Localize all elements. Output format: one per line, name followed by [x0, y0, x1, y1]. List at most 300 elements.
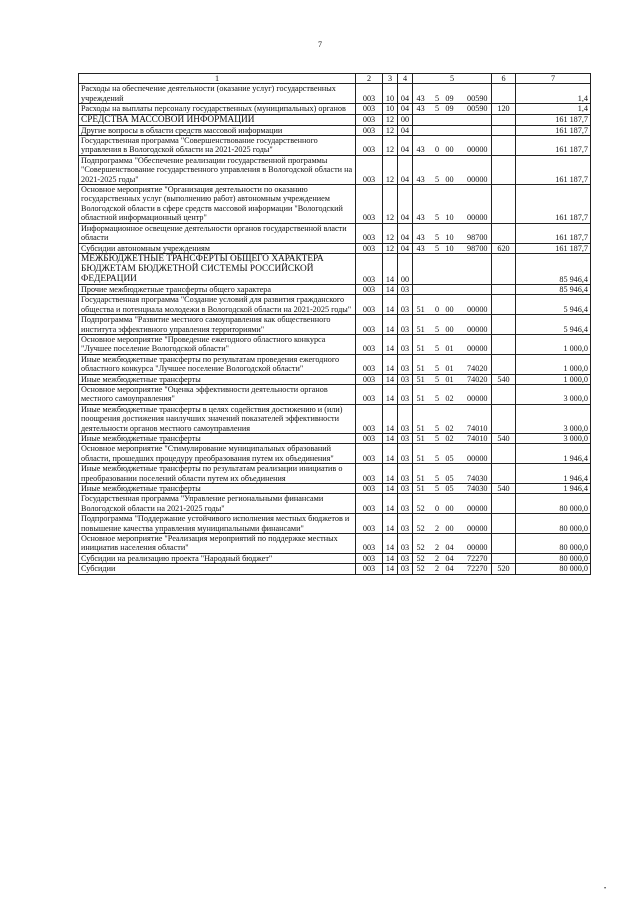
csr-part: 00 — [445, 324, 454, 334]
row-name: Государственная программа "Управление региональными финансами Вологодской области на 2021-2025 годы" — [79, 494, 356, 514]
csr-part: 00000 — [467, 324, 488, 334]
row-name: Расходы на обеспечение деятельности (оказание услуг) государственных учреждений — [79, 84, 356, 104]
csr-part: 00 — [445, 304, 454, 314]
csr-part: 43 — [416, 174, 425, 184]
row-vr: 620 — [492, 243, 516, 253]
row-sum: 85 946,4 — [516, 284, 591, 294]
row-name: Другие вопросы в области средств массовой информации — [79, 125, 356, 135]
row-sum: 80 000,0 — [516, 553, 591, 563]
row-vr — [492, 253, 516, 284]
csr-part: 04 — [445, 553, 454, 563]
row-pr: 00 — [398, 253, 413, 284]
row-name: Основное мероприятие "Реализация мероприятий по поддержке местных инициатив населения области" — [79, 534, 356, 554]
row-name: Основное мероприятие "Стимулирование муниципальных образований области, прошедших процедуру преобразования путем их объединения" — [79, 444, 356, 464]
row-csr — [413, 185, 492, 224]
row-rz: 14 — [383, 284, 398, 294]
row-sum: 1,4 — [516, 84, 591, 104]
row-name: Иные межбюджетные трансферты — [79, 374, 356, 384]
csr-part: 5 — [434, 394, 440, 404]
csr-part: 10 — [445, 243, 454, 253]
row-rz: 14 — [383, 434, 398, 444]
csr-part: 51 — [416, 394, 425, 404]
row-vr — [492, 223, 516, 243]
row-csr — [413, 444, 492, 464]
header-row — [79, 74, 591, 84]
csr-part: 00590 — [467, 93, 488, 103]
row-pr: 03 — [398, 295, 413, 315]
header-cell: 7 — [516, 74, 591, 84]
row-vr — [492, 155, 516, 184]
csr-part: 05 — [445, 473, 454, 483]
row-rz: 14 — [383, 334, 398, 354]
csr-part: 51 — [416, 473, 425, 483]
row-rz: 12 — [383, 223, 398, 243]
table-row — [79, 484, 591, 494]
row-csr — [413, 404, 492, 433]
row-name: Субсидии автономным учреждениям — [79, 243, 356, 253]
row-sum: 80 000,0 — [516, 514, 591, 534]
row-name: Прочие межбюджетные трансферты общего характера — [79, 284, 356, 294]
row-gr: 003 — [356, 484, 383, 494]
row-csr — [413, 374, 492, 384]
row-rz: 14 — [383, 534, 398, 554]
csr-part: 51 — [416, 484, 425, 494]
row-rz: 14 — [383, 374, 398, 384]
table-row — [79, 114, 591, 125]
row-sum: 3 000,0 — [516, 384, 591, 404]
row-vr — [492, 464, 516, 484]
row-sum: 3 000,0 — [516, 434, 591, 444]
row-sum: 1 000,0 — [516, 354, 591, 374]
row-csr — [413, 284, 492, 294]
row-gr: 003 — [356, 534, 383, 554]
row-name: Иные межбюджетные трансферты в целях содействия достижению и (или) поощрения достижения наилучших значений показателей эффективности деятельности органов местного самоуправления — [79, 404, 356, 433]
row-name: Государственная программа "Создание условий для развития гражданского общества и потенциала молодежи в Вологодской области на 2021-2025 годы" — [79, 295, 356, 315]
row-vr — [492, 404, 516, 433]
row-pr: 03 — [398, 315, 413, 335]
table-row — [79, 243, 591, 253]
row-gr: 003 — [356, 155, 383, 184]
row-sum: 80 000,0 — [516, 494, 591, 514]
csr-part: 5 — [434, 324, 440, 334]
row-name: Иные межбюджетные трансферты по результатам проведения ежегодного областного конкурса "Лучшее поселение Вологодской области" — [79, 354, 356, 374]
row-sum: 3 000,0 — [516, 404, 591, 433]
csr-part: 43 — [416, 243, 425, 253]
row-sum: 161 187,7 — [516, 243, 591, 253]
row-sum: 161 187,7 — [516, 125, 591, 135]
row-gr: 003 — [356, 404, 383, 433]
row-gr: 003 — [356, 514, 383, 534]
row-gr: 003 — [356, 315, 383, 335]
row-sum: 5 946,4 — [516, 295, 591, 315]
row-csr — [413, 484, 492, 494]
csr-part: 51 — [416, 364, 425, 374]
row-pr: 04 — [398, 125, 413, 135]
row-sum: 85 946,4 — [516, 253, 591, 284]
row-rz: 12 — [383, 243, 398, 253]
row-rz: 14 — [383, 253, 398, 284]
table-row — [79, 104, 591, 114]
row-csr — [413, 223, 492, 243]
csr-part: 5 — [434, 233, 440, 243]
csr-part: 00 — [445, 174, 454, 184]
row-pr: 04 — [398, 84, 413, 104]
csr-part: 51 — [416, 434, 425, 443]
row-rz: 14 — [383, 484, 398, 494]
row-rz: 12 — [383, 136, 398, 156]
csr-part: 5 — [434, 434, 440, 443]
row-rz: 14 — [383, 514, 398, 534]
row-name: МЕЖБЮДЖЕТНЫЕ ТРАНСФЕРТЫ ОБЩЕГО ХАРАКТЕРА БЮДЖЕТАМ БЮДЖЕТНОЙ СИСТЕМЫ РОССИЙСКОЙ ФЕДЕРАЦИИ — [79, 253, 356, 284]
row-csr — [413, 564, 492, 574]
table-row — [79, 334, 591, 354]
csr-part: 5 — [434, 484, 440, 494]
row-csr — [413, 464, 492, 484]
csr-part: 43 — [416, 145, 425, 155]
csr-part: 51 — [416, 374, 425, 384]
csr-part: 98700 — [467, 233, 488, 243]
table-row — [79, 494, 591, 514]
csr-part: 0 — [434, 145, 440, 155]
row-vr — [492, 514, 516, 534]
row-csr — [413, 354, 492, 374]
csr-part: 2 — [434, 543, 440, 553]
csr-part: 51 — [416, 324, 425, 334]
csr-part: 74010 — [467, 434, 488, 443]
row-vr — [492, 185, 516, 224]
row-name: Расходы на выплаты персоналу государственных (муниципальных) органов — [79, 104, 356, 114]
row-csr — [413, 315, 492, 335]
row-rz: 14 — [383, 494, 398, 514]
csr-part: 5 — [434, 374, 440, 384]
row-gr: 003 — [356, 223, 383, 243]
row-vr — [492, 295, 516, 315]
row-name: Основное мероприятие "Оценка эффективности деятельности органов местного самоуправления" — [79, 384, 356, 404]
csr-part: 00 — [445, 523, 454, 533]
csr-part: 51 — [416, 344, 425, 354]
row-rz: 14 — [383, 464, 398, 484]
csr-part: 5 — [434, 453, 440, 463]
row-rz: 12 — [383, 125, 398, 135]
row-name: Основное мероприятие "Организация деятельности по оказанию государственных услуг (выполнению работ) автономным учреждением Вологодской области в сфере средств массовой информации "Вологодский областной информационный центр" — [79, 185, 356, 224]
row-rz: 12 — [383, 155, 398, 184]
csr-part: 5 — [434, 473, 440, 483]
row-vr — [492, 384, 516, 404]
row-vr — [492, 444, 516, 464]
row-pr: 03 — [398, 384, 413, 404]
row-pr: 00 — [398, 114, 413, 125]
row-csr — [413, 384, 492, 404]
row-sum: 80 000,0 — [516, 564, 591, 574]
table-row — [79, 514, 591, 534]
row-sum: 1 946,4 — [516, 464, 591, 484]
row-pr: 03 — [398, 564, 413, 574]
row-gr: 003 — [356, 136, 383, 156]
csr-part: 01 — [445, 374, 454, 384]
row-pr: 03 — [398, 484, 413, 494]
header-cell: 6 — [492, 74, 516, 84]
row-rz: 12 — [383, 185, 398, 224]
row-vr — [492, 125, 516, 135]
row-sum: 1,4 — [516, 104, 591, 114]
row-sum: 5 946,4 — [516, 315, 591, 335]
row-rz: 14 — [383, 564, 398, 574]
row-csr — [413, 434, 492, 444]
table-row — [79, 553, 591, 563]
row-name: Подпрограмма "Обеспечение реализации государственной программы "Совершенствование государственного управления в Вологодской области на 2021-2025 годы" — [79, 155, 356, 184]
row-vr — [492, 114, 516, 125]
row-name: Субсидии на реализацию проекта "Народный бюджет" — [79, 553, 356, 563]
row-vr — [492, 534, 516, 554]
csr-part: 43 — [416, 213, 425, 223]
table-row — [79, 125, 591, 135]
csr-part: 01 — [445, 364, 454, 374]
table-row — [79, 253, 591, 284]
row-csr — [413, 534, 492, 554]
csr-part: 74030 — [467, 484, 488, 494]
row-rz: 14 — [383, 384, 398, 404]
row-vr — [492, 494, 516, 514]
row-gr: 003 — [356, 564, 383, 574]
row-name: Субсидии — [79, 564, 356, 574]
csr-part: 00000 — [467, 394, 488, 404]
csr-part: 02 — [445, 423, 454, 433]
row-vr — [492, 315, 516, 335]
csr-part: 2 — [434, 523, 440, 533]
row-pr: 03 — [398, 444, 413, 464]
row-sum: 1 000,0 — [516, 374, 591, 384]
row-name: Государственная программа "Совершенствование государственного управления в Вологодской области на 2021-2025 годы" — [79, 136, 356, 156]
row-gr: 003 — [356, 384, 383, 404]
csr-part: 52 — [416, 523, 425, 533]
csr-part: 00000 — [467, 213, 488, 223]
csr-part: 0 — [434, 503, 440, 513]
csr-part: 74020 — [467, 364, 488, 374]
csr-part: 00000 — [467, 453, 488, 463]
row-rz: 10 — [383, 104, 398, 114]
row-vr: 540 — [492, 434, 516, 444]
row-gr: 003 — [356, 104, 383, 114]
csr-part: 05 — [445, 453, 454, 463]
header-cell: 1 — [79, 74, 356, 84]
csr-part: 00590 — [467, 104, 488, 114]
row-pr: 04 — [398, 243, 413, 253]
row-pr: 03 — [398, 404, 413, 433]
row-sum: 1 946,4 — [516, 484, 591, 494]
row-sum: 161 187,7 — [516, 223, 591, 243]
csr-part: 51 — [416, 453, 425, 463]
row-pr: 04 — [398, 155, 413, 184]
row-vr: 540 — [492, 374, 516, 384]
table-row — [79, 384, 591, 404]
csr-part: 72270 — [467, 564, 488, 574]
csr-part: 74020 — [467, 374, 488, 384]
row-pr: 04 — [398, 104, 413, 114]
csr-part: 43 — [416, 233, 425, 243]
table-row — [79, 136, 591, 156]
row-vr: 120 — [492, 104, 516, 114]
row-vr — [492, 136, 516, 156]
row-name: Подпрограмма "Развитие местного самоуправления как общественного института эффективного управления территориями" — [79, 315, 356, 335]
row-pr: 03 — [398, 334, 413, 354]
csr-part: 51 — [416, 423, 425, 433]
csr-part: 00000 — [467, 344, 488, 354]
csr-part: 00000 — [467, 304, 488, 314]
table-row — [79, 155, 591, 184]
row-gr: 003 — [356, 125, 383, 135]
row-pr: 03 — [398, 374, 413, 384]
row-csr — [413, 155, 492, 184]
table-row — [79, 354, 591, 374]
row-pr: 04 — [398, 136, 413, 156]
csr-part: 5 — [434, 174, 440, 184]
csr-part: 10 — [445, 233, 454, 243]
row-pr: 03 — [398, 553, 413, 563]
csr-part: 5 — [434, 423, 440, 433]
table-row — [79, 223, 591, 243]
row-pr: 03 — [398, 434, 413, 444]
row-name: Информационное освещение деятельности органов государственной власти области — [79, 223, 356, 243]
table-row — [79, 434, 591, 444]
row-csr — [413, 136, 492, 156]
row-gr: 003 — [356, 434, 383, 444]
table-row — [79, 564, 591, 574]
csr-part: 5 — [434, 243, 440, 253]
csr-part: 01 — [445, 344, 454, 354]
row-vr — [492, 284, 516, 294]
csr-part: 5 — [434, 213, 440, 223]
header-cell: 4 — [398, 74, 413, 84]
row-sum: 1 946,4 — [516, 444, 591, 464]
csr-part: 04 — [445, 543, 454, 553]
row-csr — [413, 494, 492, 514]
row-gr: 003 — [356, 334, 383, 354]
row-pr: 03 — [398, 354, 413, 374]
table-row — [79, 374, 591, 384]
csr-part: 72270 — [467, 553, 488, 563]
table-row — [79, 315, 591, 335]
csr-part: 5 — [434, 93, 440, 103]
row-sum: 161 187,7 — [516, 114, 591, 125]
csr-part: 05 — [445, 484, 454, 494]
row-gr: 003 — [356, 354, 383, 374]
row-rz: 10 — [383, 84, 398, 104]
budget-table — [78, 73, 591, 575]
row-pr: 03 — [398, 464, 413, 484]
row-name: Иные межбюджетные трансферты по результатам реализации инициатив о преобразовании поселений области путем их объединения — [79, 464, 356, 484]
row-vr — [492, 84, 516, 104]
row-csr — [413, 295, 492, 315]
row-pr: 04 — [398, 185, 413, 224]
row-csr — [413, 125, 492, 135]
header-cell: 5 — [413, 74, 492, 84]
row-vr: 520 — [492, 564, 516, 574]
csr-part: 5 — [434, 344, 440, 354]
row-pr: 03 — [398, 534, 413, 554]
row-gr: 003 — [356, 464, 383, 484]
row-csr — [413, 514, 492, 534]
row-csr — [413, 114, 492, 125]
row-name: Иные межбюджетные трансферты — [79, 484, 356, 494]
csr-part: 00000 — [467, 503, 488, 513]
table-row — [79, 295, 591, 315]
row-sum: 80 000,0 — [516, 534, 591, 554]
row-pr: 04 — [398, 223, 413, 243]
row-gr: 003 — [356, 84, 383, 104]
row-vr — [492, 334, 516, 354]
row-sum: 161 187,7 — [516, 155, 591, 184]
row-rz: 14 — [383, 404, 398, 433]
row-csr — [413, 334, 492, 354]
row-vr — [492, 354, 516, 374]
row-sum: 161 187,7 — [516, 185, 591, 224]
csr-part: 04 — [445, 564, 454, 574]
row-gr: 003 — [356, 553, 383, 563]
csr-part: 98700 — [467, 243, 488, 253]
csr-part: 5 — [434, 364, 440, 374]
csr-part: 02 — [445, 434, 454, 443]
row-name: Подпрограмма "Поддержание устойчивого исполнения местных бюджетов и повышение качества управления муниципальными финансами" — [79, 514, 356, 534]
row-sum: 1 000,0 — [516, 334, 591, 354]
row-vr: 540 — [492, 484, 516, 494]
row-gr: 003 — [356, 374, 383, 384]
row-gr: 003 — [356, 114, 383, 125]
row-csr — [413, 243, 492, 253]
csr-part: 52 — [416, 553, 425, 563]
csr-part: 51 — [416, 304, 425, 314]
csr-part: 43 — [416, 104, 425, 114]
table-row — [79, 464, 591, 484]
csr-part: 00 — [445, 503, 454, 513]
csr-part: 00000 — [467, 543, 488, 553]
row-name: СРЕДСТВА МАССОВОЙ ИНФОРМАЦИИ — [79, 114, 356, 125]
csr-part: 52 — [416, 564, 425, 574]
row-name: Основное мероприятие "Проведение ежегодного областного конкурса "Лучшее поселение Вологодской области" — [79, 334, 356, 354]
table-row — [79, 534, 591, 554]
page-number: 7 — [318, 40, 322, 49]
row-gr: 003 — [356, 253, 383, 284]
csr-part: 2 — [434, 564, 440, 574]
row-pr: 03 — [398, 284, 413, 294]
row-csr — [413, 553, 492, 563]
row-gr: 003 — [356, 243, 383, 253]
csr-part: 00000 — [467, 174, 488, 184]
row-pr: 03 — [398, 514, 413, 534]
csr-part: 00000 — [467, 145, 488, 155]
row-pr: 03 — [398, 494, 413, 514]
row-rz: 14 — [383, 295, 398, 315]
row-rz: 14 — [383, 444, 398, 464]
row-gr: 003 — [356, 185, 383, 224]
row-gr: 003 — [356, 295, 383, 315]
row-rz: 12 — [383, 114, 398, 125]
csr-part: 74030 — [467, 473, 488, 483]
csr-part: 10 — [445, 213, 454, 223]
row-csr — [413, 104, 492, 114]
table-row — [79, 185, 591, 224]
row-csr — [413, 253, 492, 284]
csr-part: 5 — [434, 104, 440, 114]
row-vr — [492, 553, 516, 563]
csr-part: 52 — [416, 503, 425, 513]
table-row — [79, 284, 591, 294]
table-row — [79, 404, 591, 433]
header-cell: 2 — [356, 74, 383, 84]
row-rz: 14 — [383, 354, 398, 374]
csr-part: 74010 — [467, 423, 488, 433]
row-sum: 161 187,7 — [516, 136, 591, 156]
table-row — [79, 444, 591, 464]
